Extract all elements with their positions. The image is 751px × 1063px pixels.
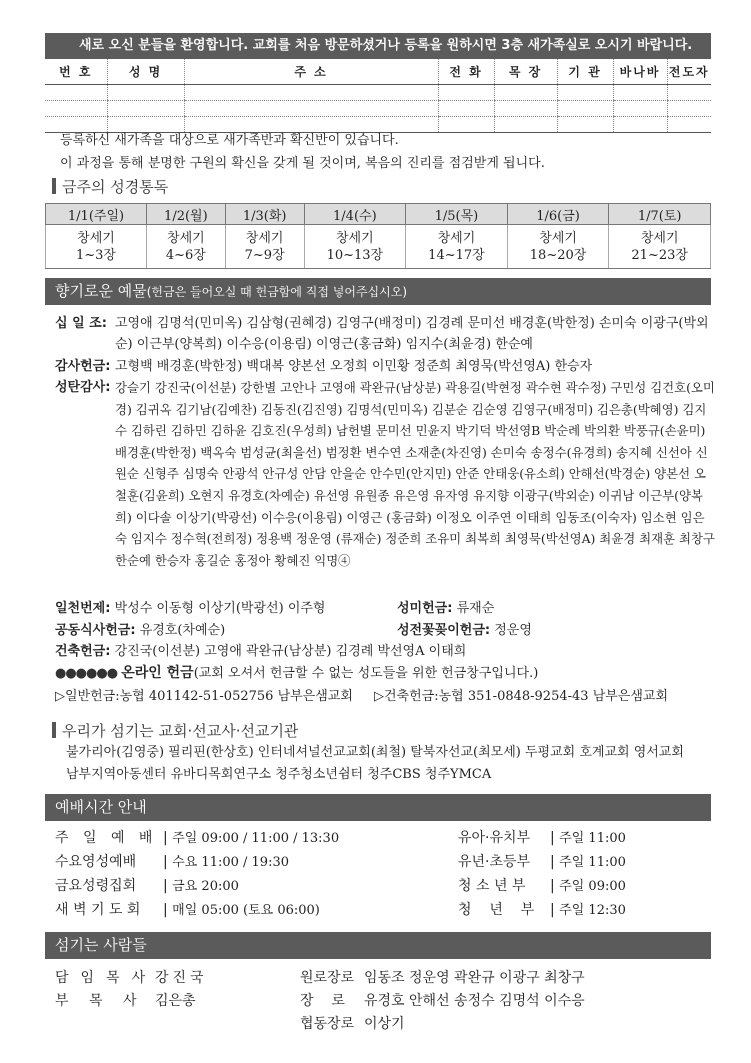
- online-label: 온라인 헌금: [121, 665, 194, 681]
- associate-pastor-label: 부 목 사: [55, 993, 145, 1009]
- heading-marker: [52, 722, 56, 738]
- senior-pastor: [55, 967, 208, 990]
- online-description: (교회 오셔서 헌금할 수 없는 성도들을 위한 헌금창구입니다.): [193, 666, 539, 681]
- elder-names: 유경호 안해선 송정수 김명석 이수응: [364, 993, 585, 1009]
- reading-heading-text: 금주의 성경통독: [62, 178, 169, 196]
- coop-label: 협동장로: [300, 1016, 355, 1032]
- service-row: 금요성령집회 | 금요 20:00: [55, 874, 239, 899]
- reading-date: 1/1(주일): [46, 204, 147, 225]
- senior-pastor-name: 강진국: [155, 970, 208, 986]
- service-row: 청 소 년 부 | 주일 09:00: [458, 874, 626, 899]
- missions-line-1: 불가리아(김영중) 필리핀(한상호) 인터네셔널선교교회(최철) 탈북자선교(최모세) 두평교회 호계교회 영서교회: [66, 745, 684, 760]
- rice-offering: [397, 598, 494, 619]
- elders: [300, 990, 585, 1013]
- emeritus-label: 원로장로: [300, 970, 355, 986]
- building-label: 건축헌금:: [55, 644, 111, 659]
- service-name: 유아·유치부: [458, 830, 531, 846]
- missions-heading: [52, 720, 298, 741]
- associate-pastor-name: 김은총: [155, 993, 196, 1009]
- reading-table: [45, 203, 711, 269]
- reading-date: 1/5(목): [406, 204, 508, 225]
- worship-heading: [45, 794, 711, 821]
- reading-date: 1/3(화): [225, 204, 304, 225]
- rice-label: 성미헌금:: [397, 601, 453, 616]
- reading-passage: 창세기 4~6장: [146, 225, 225, 269]
- flower-names: 정운영: [494, 623, 532, 638]
- col-cell-group: 목 장: [494, 59, 557, 84]
- service-row: 청 년 부 | 주일 12:30: [458, 898, 626, 923]
- cooperating-elders: [300, 1013, 405, 1036]
- service-name: 새 벽 기 도 회: [55, 902, 141, 918]
- worship-heading-text: 예배시간 안내: [55, 798, 147, 816]
- service-time: 주일 12:30: [559, 903, 626, 918]
- weekly-names: 박성수 이동형 이상기(박광선) 이주형: [114, 601, 326, 616]
- service-time: 수요 11:00 / 19:30: [172, 855, 289, 870]
- col-barnabas: 바나바: [613, 59, 667, 84]
- tithe-names: 고영애 김명석(민미옥) 김삼형(권혜경) 김영구(배정미) 김경례 문미선 배경훈(박한정) 손미숙 이광구(박외순) 이근부(양복희) 이수응(이용림) 이영근(홍금화) 임지수(최윤경) 한순예: [115, 316, 709, 352]
- col-number: 번 호: [45, 59, 107, 84]
- staff-heading: [45, 932, 711, 959]
- col-organization: 기 관: [557, 59, 613, 84]
- reading-passage: 창세기 1~3장: [46, 225, 147, 269]
- reading-heading: [52, 176, 168, 197]
- service-time: 매일 05:00 (토요 06:00): [172, 903, 320, 918]
- tithe-label: 십 일 조:: [55, 316, 107, 331]
- col-address: 주 소: [184, 59, 438, 84]
- account-building: ▷건축헌금:농협 351-0848-9254-43 남부은샘교회: [374, 689, 669, 704]
- reading-passage: 창세기 7~9장: [225, 225, 304, 269]
- service-row: 주 일 예 배 | 주일 09:00 / 11:00 / 13:30: [55, 826, 339, 851]
- service-name: 청 소 년 부: [458, 878, 526, 894]
- christmas-row: [55, 377, 715, 571]
- col-evangelist: 전도자: [667, 59, 711, 84]
- thanks-row: [55, 356, 715, 377]
- reading-date: 1/7(토): [609, 204, 711, 225]
- elder-label: 장 로: [300, 993, 345, 1009]
- reading-passage-row: [46, 225, 711, 269]
- welcome-banner-text: 새로 오신 분들을 환영합니다. 교회를 처음 방문하셨거나 등록을 원하시면 3층 새가족실로 오시기 바랍니다.: [79, 38, 693, 53]
- missions-line-2: 남부지역아동센터 유바디목회연구소 청주청소년쉼터 청주CBS 청주YMCA: [66, 767, 492, 782]
- service-time: 주일 11:00: [559, 855, 626, 870]
- flower-offering: [397, 620, 532, 641]
- weekly-label: 일천번제:: [55, 601, 111, 616]
- service-name: 수요영성예배: [55, 854, 137, 870]
- service-name: 청 년 부: [458, 902, 535, 918]
- senior-pastor-label: 담임목사: [55, 970, 158, 986]
- reading-date: 1/4(수): [304, 204, 406, 225]
- offering-heading: [45, 278, 711, 305]
- service-name: 주 일 예 배: [55, 830, 158, 846]
- weekly-offering: [55, 598, 326, 619]
- flower-label: 성전꽃꽂이헌금:: [397, 623, 491, 638]
- emeritus-names: 임동조 정운영 곽완규 이광구 최창구: [364, 970, 585, 986]
- service-time: 주일 11:00: [559, 831, 626, 846]
- meal-names: 유경호(차예순): [139, 623, 226, 638]
- service-time: 금요 20:00: [172, 879, 239, 894]
- service-name: 금요성령집회: [55, 878, 137, 894]
- christmas-names: 강슬기 강진국(이선분) 강한별 고안나 고영애 곽완규(남상분) 곽용길(박현정 곽수현 곽수정) 구민성 김건호(오미경) 김귀옥 김기남(김예찬) 김동진(김진영) 김명석(민미옥) 김분순 김순영 김영구(배정미) 김은총(박혜영) 김지수 김하린 김하민 김하윤 김호진(우성희) 남헌별 문미선 민윤지 박기덕 박선영B 박순례 박의환 박풍규(손윤미) 배경훈(박한정) 백옥숙 범성균(최을선) 범정환 변수연 소재춘(차진영) 손미숙 송정수(유경희) 송지혜 신선아 신원순 신형주 심명숙 안광석 안규성 안담 안을순 안수민(안지민) 안준 안태웅(유소희) 안해선(박경순) 양본선 오철훈(김윤희) 오현지 유경호(차예순) 유선영 유원종 유은영 유자영 유지향 이광구(박외순) 이귀남 이근부(양복희) 이다솔 이상기(박광선) 이수응(이용림) 이영근 (홍금화) 이정오 이주연 이태희 임동조(이숙자) 임소현 임은숙 임지수 정수혁(전희정) 정용백 정운영 (류재순) 정준희 조유미 최복희 최영묵(박선영A) 최윤경 최재훈 최창구 한순예 한승자 홍길순 홍정아 황혜진 익명④: [115, 380, 715, 568]
- emeritus-elders: [300, 967, 585, 990]
- table-row: [45, 84, 711, 100]
- offering-heading-note: (헌금은 들어오실 때 헌금함에 직접 넣어주십시오): [146, 285, 407, 299]
- table-row: [45, 100, 711, 116]
- staff-heading-text: 섬기는 사람들: [55, 936, 147, 954]
- reading-passage: 창세기 18~20장: [507, 225, 609, 269]
- col-phone: 전 화: [438, 59, 494, 84]
- service-row: 유아·유치부 | 주일 11:00: [458, 826, 626, 851]
- service-row: 새 벽 기 도 회 | 매일 05:00 (토요 06:00): [55, 898, 320, 923]
- service-time: 주일 09:00: [559, 879, 626, 894]
- col-name: 성 명: [107, 59, 184, 84]
- meal-label: 공동식사헌금:: [55, 623, 136, 638]
- registration-header-row: [45, 59, 711, 84]
- service-row: 수요영성예배 | 수요 11:00 / 19:30: [55, 850, 289, 875]
- service-row: 유년·초등부 | 주일 11:00: [458, 850, 626, 875]
- offering-heading-text: 향기로운 예물: [55, 282, 147, 300]
- service-time: 주일 09:00 / 11:00 / 13:30: [172, 831, 340, 846]
- registration-table: [45, 59, 711, 133]
- online-offering: [55, 663, 538, 684]
- account-general: ▷일반헌금:농협 401142-51-052756 남부은샘교회: [55, 689, 353, 704]
- online-dots: ●●●●●●: [55, 666, 118, 681]
- reading-passage: 창세기 14~17장: [406, 225, 508, 269]
- christmas-label: 성탄감사:: [55, 380, 111, 395]
- reading-date: 1/2(월): [146, 204, 225, 225]
- tithe-row: [55, 313, 715, 355]
- rice-names: 류재순: [456, 601, 495, 616]
- missions-heading-text: 우리가 섬기는 교회·선교사·선교기관: [62, 722, 299, 740]
- reading-date-row: [46, 204, 711, 225]
- new-family-note-2: 이 과정을 통해 분명한 구원의 확신을 갖게 될 것이며, 복음의 진리를 점검받게 됩니다.: [60, 156, 545, 171]
- reading-passage: 창세기 10~13장: [304, 225, 406, 269]
- coop-names: 이상기: [364, 1016, 405, 1032]
- associate-pastor: [55, 990, 196, 1013]
- meal-offering: [55, 620, 225, 641]
- service-name: 유년·초등부: [458, 854, 531, 870]
- thanks-label: 감사헌금:: [55, 359, 111, 374]
- building-names: 강진국(이선분) 고영애 곽완규(남상분) 김경례 박선영A 이태희: [114, 644, 467, 659]
- welcome-banner: [45, 33, 711, 59]
- new-family-note-1: 등록하신 새가족을 대상으로 새가족반과 확신반이 있습니다.: [60, 133, 399, 148]
- reading-date: 1/6(금): [507, 204, 609, 225]
- building-offering: [55, 641, 466, 662]
- thanks-names: 고형백 배경훈(박한정) 백대복 양본선 오정희 이민황 정준희 최영묵(박선영A) 한승자: [115, 359, 593, 374]
- reading-passage: 창세기 21~23장: [609, 225, 711, 269]
- heading-marker: [52, 178, 56, 194]
